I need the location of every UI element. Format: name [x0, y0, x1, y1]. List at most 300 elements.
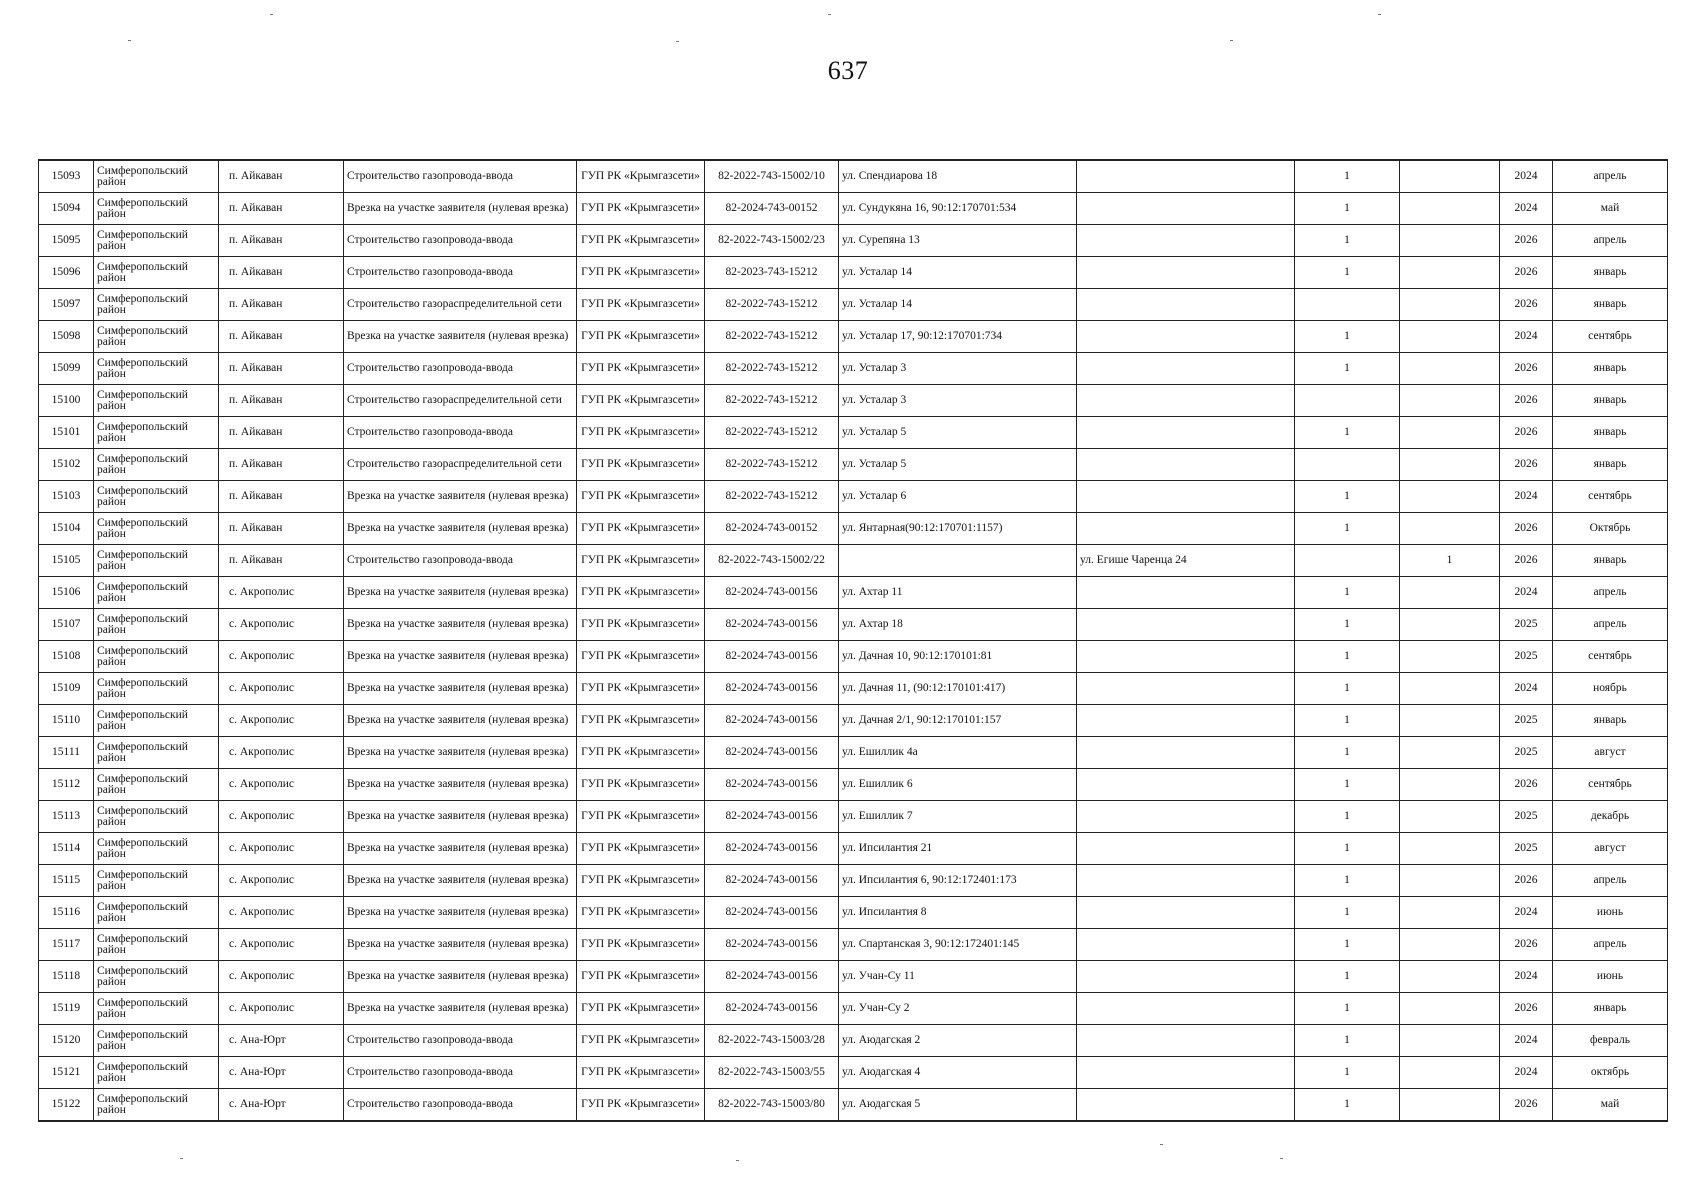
address-cell: ул. Усталар 14: [839, 257, 1077, 289]
district-cell: Симферопольский район: [94, 193, 219, 225]
quantity-cell: 1: [1295, 1089, 1400, 1122]
address-alt-cell: [1077, 353, 1295, 385]
address-cell: ул. Дачная 11, (90:12:170101:417): [839, 673, 1077, 705]
registration-number-cell: 82-2024-743-00156: [705, 673, 839, 705]
address-cell: ул. Ешиллик 4а: [839, 737, 1077, 769]
organization-cell: ГУП РК «Крымгазсети»: [577, 833, 705, 865]
work-type-cell: Строительство газопровода-ввода: [344, 160, 577, 193]
registration-number-cell: 82-2024-743-00156: [705, 705, 839, 737]
organization-cell: ГУП РК «Крымгазсети»: [577, 609, 705, 641]
organization-cell: ГУП РК «Крымгазсети»: [577, 769, 705, 801]
quantity-alt-cell: [1400, 257, 1500, 289]
address-cell: ул. Дачная 10, 90:12:170101:81: [839, 641, 1077, 673]
table-row: [39, 801, 1668, 833]
month-cell: январь: [1553, 545, 1668, 577]
registration-number-cell: 82-2024-743-00156: [705, 833, 839, 865]
organization-cell: ГУП РК «Крымгазсети»: [577, 673, 705, 705]
settlement-cell: с. Акрополис: [219, 577, 344, 609]
quantity-alt-cell: [1400, 929, 1500, 961]
year-cell: 2025: [1500, 737, 1553, 769]
registration-number-cell: 82-2022-743-15212: [705, 289, 839, 321]
address-alt-cell: [1077, 737, 1295, 769]
settlement-cell: п. Айкаван: [219, 385, 344, 417]
address-cell: ул. Ешиллик 6: [839, 769, 1077, 801]
work-type-cell: Строительство газопровода-ввода: [344, 1089, 577, 1122]
quantity-alt-cell: [1400, 321, 1500, 353]
address-cell: ул. Ипсилантия 8: [839, 897, 1077, 929]
organization-cell: ГУП РК «Крымгазсети»: [577, 513, 705, 545]
table-row: [39, 160, 1668, 193]
address-cell: ул. Аюдагская 4: [839, 1057, 1077, 1089]
row-number-cell: 15106: [39, 577, 94, 609]
quantity-alt-cell: [1400, 1089, 1500, 1122]
address-cell: ул. Усталар 3: [839, 385, 1077, 417]
table-row: [39, 321, 1668, 353]
settlement-cell: с. Акрополис: [219, 641, 344, 673]
registration-number-cell: 82-2022-743-15212: [705, 385, 839, 417]
row-number-cell: 15103: [39, 481, 94, 513]
district-cell: Симферопольский район: [94, 1089, 219, 1122]
month-cell: Октябрь: [1553, 513, 1668, 545]
work-type-cell: Врезка на участке заявителя (нулевая врезка): [344, 865, 577, 897]
table-row: [39, 993, 1668, 1025]
address-cell: ул. Аюдагская 2: [839, 1025, 1077, 1057]
year-cell: 2026: [1500, 513, 1553, 545]
address-cell: ул. Ипсилантия 6, 90:12:172401:173: [839, 865, 1077, 897]
table-row: [39, 865, 1668, 897]
address-cell: ул. Учан-Су 2: [839, 993, 1077, 1025]
work-type-cell: Строительство газопровода-ввода: [344, 225, 577, 257]
organization-cell: ГУП РК «Крымгазсети»: [577, 1025, 705, 1057]
address-alt-cell: [1077, 993, 1295, 1025]
organization-cell: ГУП РК «Крымгазсети»: [577, 449, 705, 481]
quantity-alt-cell: [1400, 1025, 1500, 1057]
row-number-cell: 15099: [39, 353, 94, 385]
address-alt-cell: [1077, 225, 1295, 257]
year-cell: 2024: [1500, 1057, 1553, 1089]
district-cell: Симферопольский район: [94, 417, 219, 449]
registration-number-cell: 82-2022-743-15003/28: [705, 1025, 839, 1057]
settlement-cell: п. Айкаван: [219, 417, 344, 449]
year-cell: 2024: [1500, 897, 1553, 929]
quantity-alt-cell: [1400, 385, 1500, 417]
district-cell: Симферопольский район: [94, 513, 219, 545]
table-row: [39, 513, 1668, 545]
table-row: [39, 257, 1668, 289]
row-number-cell: 15120: [39, 1025, 94, 1057]
address-cell: ул. Усталар 5: [839, 417, 1077, 449]
address-alt-cell: [1077, 897, 1295, 929]
organization-cell: ГУП РК «Крымгазсети»: [577, 897, 705, 929]
registration-number-cell: 82-2023-743-15212: [705, 257, 839, 289]
organization-cell: ГУП РК «Крымгазсети»: [577, 705, 705, 737]
table-row: [39, 449, 1668, 481]
table-row: [39, 609, 1668, 641]
district-cell: Симферопольский район: [94, 577, 219, 609]
month-cell: ноябрь: [1553, 673, 1668, 705]
row-number-cell: 15122: [39, 1089, 94, 1122]
quantity-alt-cell: [1400, 577, 1500, 609]
settlement-cell: с. Акрополис: [219, 801, 344, 833]
organization-cell: ГУП РК «Крымгазсети»: [577, 160, 705, 193]
year-cell: 2024: [1500, 1025, 1553, 1057]
organization-cell: ГУП РК «Крымгазсети»: [577, 481, 705, 513]
work-type-cell: Строительство газораспределительной сети: [344, 385, 577, 417]
month-cell: сентябрь: [1553, 481, 1668, 513]
work-type-cell: Строительство газопровода-ввода: [344, 1057, 577, 1089]
organization-cell: ГУП РК «Крымгазсети»: [577, 225, 705, 257]
quantity-alt-cell: [1400, 833, 1500, 865]
quantity-cell: 1: [1295, 160, 1400, 193]
quantity-cell: 1: [1295, 193, 1400, 225]
year-cell: 2026: [1500, 865, 1553, 897]
settlement-cell: с. Ана-Юрт: [219, 1089, 344, 1122]
work-type-cell: Врезка на участке заявителя (нулевая врезка): [344, 833, 577, 865]
quantity-cell: 1: [1295, 929, 1400, 961]
year-cell: 2025: [1500, 641, 1553, 673]
table-row: [39, 641, 1668, 673]
registration-number-cell: 82-2022-743-15002/10: [705, 160, 839, 193]
address-alt-cell: [1077, 449, 1295, 481]
address-alt-cell: [1077, 577, 1295, 609]
quantity-alt-cell: [1400, 417, 1500, 449]
row-number-cell: 15116: [39, 897, 94, 929]
address-cell: ул. Учан-Су 11: [839, 961, 1077, 993]
year-cell: 2024: [1500, 321, 1553, 353]
settlement-cell: п. Айкаван: [219, 449, 344, 481]
registration-number-cell: 82-2024-743-00156: [705, 961, 839, 993]
address-alt-cell: [1077, 801, 1295, 833]
settlement-cell: п. Айкаван: [219, 545, 344, 577]
row-number-cell: 15117: [39, 929, 94, 961]
quantity-alt-cell: [1400, 801, 1500, 833]
work-type-cell: Строительство газопровода-ввода: [344, 417, 577, 449]
address-alt-cell: [1077, 673, 1295, 705]
district-cell: Симферопольский район: [94, 865, 219, 897]
address-cell: ул. Спартанская 3, 90:12:172401:145: [839, 929, 1077, 961]
table-row: [39, 1057, 1668, 1089]
month-cell: май: [1553, 193, 1668, 225]
quantity-alt-cell: [1400, 289, 1500, 321]
year-cell: 2024: [1500, 193, 1553, 225]
year-cell: 2025: [1500, 609, 1553, 641]
address-alt-cell: [1077, 641, 1295, 673]
registration-number-cell: 82-2024-743-00156: [705, 609, 839, 641]
year-cell: 2024: [1500, 673, 1553, 705]
row-number-cell: 15115: [39, 865, 94, 897]
registration-number-cell: 82-2024-743-00156: [705, 641, 839, 673]
month-cell: январь: [1553, 449, 1668, 481]
organization-cell: ГУП РК «Крымгазсети»: [577, 385, 705, 417]
work-type-cell: Врезка на участке заявителя (нулевая врезка): [344, 801, 577, 833]
year-cell: 2024: [1500, 160, 1553, 193]
work-type-cell: Врезка на участке заявителя (нулевая врезка): [344, 897, 577, 929]
work-type-cell: Врезка на участке заявителя (нулевая врезка): [344, 513, 577, 545]
quantity-cell: 1: [1295, 1025, 1400, 1057]
work-type-cell: Строительство газораспределительной сети: [344, 289, 577, 321]
address-alt-cell: [1077, 609, 1295, 641]
district-cell: Симферопольский район: [94, 929, 219, 961]
address-alt-cell: [1077, 193, 1295, 225]
address-cell: ул. Сундукяна 16, 90:12:170701:534: [839, 193, 1077, 225]
quantity-cell: 1: [1295, 225, 1400, 257]
quantity-cell: [1295, 385, 1400, 417]
address-cell: ул. Усталар 5: [839, 449, 1077, 481]
row-number-cell: 15093: [39, 160, 94, 193]
year-cell: 2026: [1500, 993, 1553, 1025]
work-type-cell: Строительство газопровода-ввода: [344, 257, 577, 289]
row-number-cell: 15112: [39, 769, 94, 801]
quantity-cell: 1: [1295, 257, 1400, 289]
page-number: 637: [827, 56, 869, 85]
table-row: [39, 225, 1668, 257]
address-alt-cell: [1077, 705, 1295, 737]
district-cell: Симферопольский район: [94, 257, 219, 289]
quantity-cell: 1: [1295, 1057, 1400, 1089]
table-row: [39, 545, 1668, 577]
table-row: [39, 481, 1668, 513]
address-alt-cell: [1077, 1089, 1295, 1122]
address-alt-cell: [1077, 257, 1295, 289]
month-cell: январь: [1553, 353, 1668, 385]
quantity-cell: 1: [1295, 769, 1400, 801]
quantity-alt-cell: [1400, 769, 1500, 801]
registration-number-cell: 82-2024-743-00156: [705, 801, 839, 833]
quantity-cell: [1295, 289, 1400, 321]
month-cell: январь: [1553, 993, 1668, 1025]
table-row: [39, 1025, 1668, 1057]
registration-number-cell: 82-2024-743-00156: [705, 577, 839, 609]
quantity-cell: 1: [1295, 417, 1400, 449]
district-cell: Симферопольский район: [94, 289, 219, 321]
table-row: [39, 193, 1668, 225]
work-type-cell: Врезка на участке заявителя (нулевая врезка): [344, 609, 577, 641]
address-alt-cell: [1077, 321, 1295, 353]
settlement-cell: с. Акрополис: [219, 609, 344, 641]
year-cell: 2026: [1500, 1089, 1553, 1122]
work-type-cell: Врезка на участке заявителя (нулевая врезка): [344, 737, 577, 769]
district-cell: Симферопольский район: [94, 641, 219, 673]
year-cell: 2026: [1500, 417, 1553, 449]
quantity-cell: 1: [1295, 513, 1400, 545]
work-type-cell: Врезка на участке заявителя (нулевая врезка): [344, 961, 577, 993]
row-number-cell: 15094: [39, 193, 94, 225]
registration-number-cell: 82-2024-743-00156: [705, 897, 839, 929]
row-number-cell: 15097: [39, 289, 94, 321]
work-type-cell: Врезка на участке заявителя (нулевая врезка): [344, 193, 577, 225]
address-alt-cell: [1077, 513, 1295, 545]
month-cell: июнь: [1553, 961, 1668, 993]
month-cell: октябрь: [1553, 1057, 1668, 1089]
quantity-alt-cell: [1400, 1057, 1500, 1089]
year-cell: 2026: [1500, 385, 1553, 417]
address-cell: ул. Спендиарова 18: [839, 160, 1077, 193]
address-cell: ул. Усталар 14: [839, 289, 1077, 321]
organization-cell: ГУП РК «Крымгазсети»: [577, 257, 705, 289]
work-type-cell: Строительство газопровода-ввода: [344, 545, 577, 577]
work-type-cell: Врезка на участке заявителя (нулевая врезка): [344, 577, 577, 609]
quantity-alt-cell: [1400, 353, 1500, 385]
settlement-cell: п. Айкаван: [219, 321, 344, 353]
settlement-cell: п. Айкаван: [219, 289, 344, 321]
district-cell: Симферопольский район: [94, 449, 219, 481]
year-cell: 2026: [1500, 545, 1553, 577]
quantity-alt-cell: [1400, 449, 1500, 481]
quantity-cell: 1: [1295, 865, 1400, 897]
work-type-cell: Врезка на участке заявителя (нулевая врезка): [344, 705, 577, 737]
district-cell: Симферопольский район: [94, 1025, 219, 1057]
month-cell: январь: [1553, 289, 1668, 321]
organization-cell: ГУП РК «Крымгазсети»: [577, 961, 705, 993]
address-alt-cell: [1077, 769, 1295, 801]
year-cell: 2026: [1500, 257, 1553, 289]
registration-number-cell: 82-2022-743-15003/80: [705, 1089, 839, 1122]
organization-cell: ГУП РК «Крымгазсети»: [577, 737, 705, 769]
settlement-cell: с. Акрополис: [219, 929, 344, 961]
registration-number-cell: 82-2024-743-00156: [705, 769, 839, 801]
quantity-alt-cell: 1: [1400, 545, 1500, 577]
work-type-cell: Врезка на участке заявителя (нулевая врезка): [344, 993, 577, 1025]
table-row: [39, 737, 1668, 769]
year-cell: 2025: [1500, 801, 1553, 833]
row-number-cell: 15105: [39, 545, 94, 577]
quantity-cell: [1295, 545, 1400, 577]
registration-number-cell: 82-2024-743-00152: [705, 193, 839, 225]
organization-cell: ГУП РК «Крымгазсети»: [577, 577, 705, 609]
settlement-cell: с. Акрополис: [219, 897, 344, 929]
quantity-cell: 1: [1295, 897, 1400, 929]
address-cell: ул. Ипсилантия 21: [839, 833, 1077, 865]
organization-cell: ГУП РК «Крымгазсети»: [577, 1057, 705, 1089]
address-alt-cell: [1077, 160, 1295, 193]
address-cell: ул. Усталар 17, 90:12:170701:734: [839, 321, 1077, 353]
month-cell: апрель: [1553, 160, 1668, 193]
quantity-alt-cell: [1400, 737, 1500, 769]
work-type-cell: Врезка на участке заявителя (нулевая врезка): [344, 641, 577, 673]
address-alt-cell: [1077, 481, 1295, 513]
work-type-cell: Врезка на участке заявителя (нулевая врезка): [344, 929, 577, 961]
month-cell: январь: [1553, 705, 1668, 737]
registration-number-cell: 82-2024-743-00156: [705, 865, 839, 897]
year-cell: 2024: [1500, 961, 1553, 993]
district-cell: Симферопольский район: [94, 353, 219, 385]
district-cell: Симферопольский район: [94, 897, 219, 929]
district-cell: Симферопольский район: [94, 961, 219, 993]
year-cell: 2026: [1500, 353, 1553, 385]
quantity-cell: [1295, 449, 1400, 481]
quantity-alt-cell: [1400, 897, 1500, 929]
table-body: [39, 160, 1668, 1121]
month-cell: июнь: [1553, 897, 1668, 929]
settlement-cell: с. Акрополис: [219, 865, 344, 897]
row-number-cell: 15102: [39, 449, 94, 481]
row-number-cell: 15109: [39, 673, 94, 705]
address-cell: ул. Сурепяна 13: [839, 225, 1077, 257]
organization-cell: ГУП РК «Крымгазсети»: [577, 417, 705, 449]
work-type-cell: Врезка на участке заявителя (нулевая врезка): [344, 321, 577, 353]
quantity-alt-cell: [1400, 193, 1500, 225]
year-cell: 2026: [1500, 449, 1553, 481]
district-cell: Симферопольский район: [94, 225, 219, 257]
table-row: [39, 929, 1668, 961]
row-number-cell: 15121: [39, 1057, 94, 1089]
table-row: [39, 769, 1668, 801]
settlement-cell: с. Акрополис: [219, 961, 344, 993]
address-alt-cell: [1077, 865, 1295, 897]
month-cell: декабрь: [1553, 801, 1668, 833]
quantity-alt-cell: [1400, 865, 1500, 897]
district-cell: Симферопольский район: [94, 769, 219, 801]
year-cell: 2024: [1500, 481, 1553, 513]
address-cell: ул. Янтарная(90:12:170701:1157): [839, 513, 1077, 545]
settlement-cell: с. Ана-Юрт: [219, 1057, 344, 1089]
organization-cell: ГУП РК «Крымгазсети»: [577, 801, 705, 833]
address-alt-cell: [1077, 833, 1295, 865]
address-cell: ул. Ешиллик 7: [839, 801, 1077, 833]
quantity-cell: 1: [1295, 673, 1400, 705]
organization-cell: ГУП РК «Крымгазсети»: [577, 993, 705, 1025]
quantity-alt-cell: [1400, 481, 1500, 513]
row-number-cell: 15114: [39, 833, 94, 865]
table-row: [39, 353, 1668, 385]
quantity-alt-cell: [1400, 160, 1500, 193]
district-cell: Симферопольский район: [94, 705, 219, 737]
quantity-alt-cell: [1400, 961, 1500, 993]
organization-cell: ГУП РК «Крымгазсети»: [577, 545, 705, 577]
registration-number-cell: 82-2024-743-00156: [705, 737, 839, 769]
address-alt-cell: [1077, 385, 1295, 417]
district-cell: Симферопольский район: [94, 993, 219, 1025]
row-number-cell: 15098: [39, 321, 94, 353]
year-cell: 2026: [1500, 769, 1553, 801]
address-cell: ул. Ахтар 18: [839, 609, 1077, 641]
year-cell: 2026: [1500, 929, 1553, 961]
month-cell: сентябрь: [1553, 641, 1668, 673]
address-alt-cell: [1077, 1057, 1295, 1089]
row-number-cell: 15108: [39, 641, 94, 673]
quantity-alt-cell: [1400, 513, 1500, 545]
quantity-cell: 1: [1295, 705, 1400, 737]
address-alt-cell: [1077, 961, 1295, 993]
work-type-cell: Строительство газопровода-ввода: [344, 1025, 577, 1057]
quantity-alt-cell: [1400, 609, 1500, 641]
quantity-alt-cell: [1400, 641, 1500, 673]
address-alt-cell: [1077, 417, 1295, 449]
quantity-cell: 1: [1295, 321, 1400, 353]
quantity-cell: 1: [1295, 641, 1400, 673]
settlement-cell: п. Айкаван: [219, 160, 344, 193]
organization-cell: ГУП РК «Крымгазсети»: [577, 321, 705, 353]
settlement-cell: п. Айкаван: [219, 481, 344, 513]
month-cell: август: [1553, 833, 1668, 865]
quantity-cell: 1: [1295, 801, 1400, 833]
row-number-cell: 15095: [39, 225, 94, 257]
table-row: [39, 417, 1668, 449]
quantity-cell: 1: [1295, 353, 1400, 385]
registration-number-cell: 82-2022-743-15003/55: [705, 1057, 839, 1089]
quantity-cell: 1: [1295, 481, 1400, 513]
quantity-alt-cell: [1400, 705, 1500, 737]
table-row: [39, 897, 1668, 929]
quantity-cell: 1: [1295, 609, 1400, 641]
settlement-cell: п. Айкаван: [219, 225, 344, 257]
address-cell: ул. Ахтар 11: [839, 577, 1077, 609]
row-number-cell: 15100: [39, 385, 94, 417]
registration-number-cell: 82-2024-743-00156: [705, 929, 839, 961]
row-number-cell: 15110: [39, 705, 94, 737]
district-cell: Симферопольский район: [94, 833, 219, 865]
district-cell: Симферопольский район: [94, 1057, 219, 1089]
